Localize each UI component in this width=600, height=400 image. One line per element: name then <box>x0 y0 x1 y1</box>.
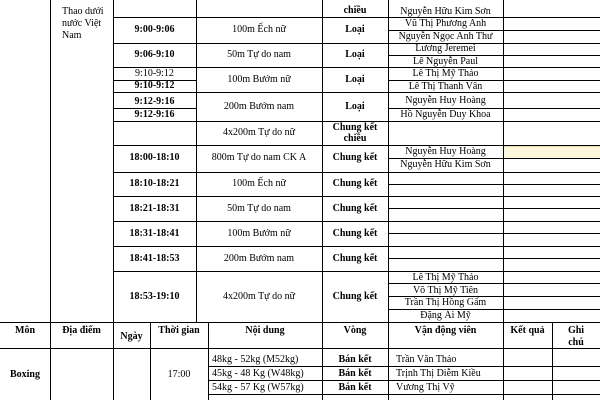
grid-line <box>113 172 600 173</box>
header-sport: Môn <box>15 325 35 336</box>
grid-line <box>113 92 600 93</box>
time-cell: 18:53-19:10 <box>129 291 180 302</box>
time-cell: 18:00-18:10 <box>129 152 180 163</box>
grid-line <box>208 380 600 381</box>
round-cell: Chung kết <box>332 203 378 214</box>
grid-line <box>388 184 600 185</box>
athlete-cell: Lê Thị Mỹ Thảo <box>412 68 479 79</box>
athlete-cell: Vũ Thị Phương Anh <box>404 18 487 29</box>
time-cell: 18:31-18:41 <box>129 228 180 239</box>
round-cell: chiều <box>343 5 367 16</box>
venue-cell-line: nước Việt <box>62 18 102 29</box>
time-cell: 9:06-9:10 <box>134 49 175 60</box>
round-cell: Chung kết <box>332 228 378 239</box>
event-cell: 50m Tự do nam <box>227 203 291 214</box>
time-cell: 9:10-9:12 <box>134 80 175 91</box>
round-cell: Loại <box>345 49 365 60</box>
grid-line <box>208 394 600 395</box>
athlete-cell: Võ Thị Mỹ Tiên <box>412 285 479 296</box>
header-note: Ghi <box>567 325 585 336</box>
header-athlete: Vận động viên <box>414 325 477 336</box>
grid-line <box>388 233 600 234</box>
header-venue: Địa điểm <box>62 325 101 336</box>
grid-line <box>113 221 600 222</box>
athlete-cell: Trịnh Thị Diễm Kiều <box>396 368 481 379</box>
header-time: Thời gian <box>158 325 200 336</box>
event-cell: 54kg - 57 Kg (W57kg) <box>212 382 304 393</box>
time-cell: 18:21-18:31 <box>129 203 180 214</box>
event-cell: 200m Bướm nam <box>223 101 295 112</box>
round-cell: Loại <box>345 74 365 85</box>
event-cell: 50m Tự do nam <box>227 49 291 60</box>
athlete-cell: Nguyễn Hữu Kim Sơn <box>400 6 491 17</box>
time-cell: 18:41-18:53 <box>129 253 180 264</box>
athlete-cell: Trần Thị Hồng Gấm <box>404 297 487 308</box>
grid-line <box>113 246 600 247</box>
sport-cell: Boxing <box>9 369 40 380</box>
round-cell: Chung kết <box>332 122 378 133</box>
round-cell: Chung kết <box>332 253 378 264</box>
event-cell: 4x200m Tự do nữ <box>222 127 296 138</box>
time-cell: 9:10-9:12 <box>135 68 174 79</box>
event-cell: 100m Ếch nữ <box>232 24 286 35</box>
athlete-cell: Đặng Ái Mỹ <box>420 310 471 321</box>
time-cell: 9:12-9:16 <box>134 109 175 120</box>
event-cell: 200m Bướm nam <box>223 253 295 264</box>
athlete-cell: Lê Thị Thanh Vân <box>408 81 483 92</box>
event-cell: 48kg - 52kg (M52kg) <box>212 354 299 365</box>
time-cell: 17:00 <box>167 369 191 380</box>
event-cell: 100m Bướm nữ <box>227 74 291 85</box>
round-cell: Chung kết <box>332 291 378 302</box>
grid-line <box>113 271 600 272</box>
athlete-cell: Nguyễn Huy Hoàng <box>405 146 486 157</box>
grid-line <box>0 322 600 323</box>
venue-cell-line: Nam <box>62 30 82 41</box>
athlete-cell: Nguyễn Huy Hoàng <box>405 95 486 106</box>
grid-line <box>113 43 600 44</box>
athlete-cell: Vương Thị Vỹ <box>396 382 455 393</box>
grid-line <box>113 145 600 146</box>
time-cell: 9:12-9:16 <box>134 96 175 107</box>
header-result: Kết quả <box>510 325 545 336</box>
athlete-cell: Hồ Nguyễn Duy Khoa <box>400 109 491 120</box>
athlete-cell: Lương Jeremei <box>415 43 476 54</box>
grid-line <box>208 366 600 367</box>
round-cell: Bán kết <box>338 368 372 379</box>
grid-line <box>50 0 51 322</box>
round-cell: Chung kết <box>332 152 378 163</box>
round-cell: chiều <box>343 133 367 144</box>
event-cell: 45kg - 48 Kg (W48kg) <box>212 368 304 379</box>
round-cell: Bán kết <box>338 382 372 393</box>
event-cell: 100m Ếch nữ <box>232 178 286 189</box>
round-cell: Bán kết <box>338 354 372 365</box>
round-cell: Loại <box>345 24 365 35</box>
grid-line <box>503 0 504 322</box>
grid-line <box>113 17 600 18</box>
header-note: chú <box>568 337 584 348</box>
event-cell: 4x200m Tự do nữ <box>222 291 296 302</box>
venue-cell-line: Thao dưới <box>62 6 104 17</box>
grid-line <box>388 208 600 209</box>
time-cell: 18:10-18:21 <box>129 178 180 189</box>
athlete-cell: Lê Nguyễn Paul <box>413 56 478 67</box>
header-day: Ngày <box>120 331 143 342</box>
round-cell: Loại <box>345 101 365 112</box>
grid-line <box>113 196 600 197</box>
athlete-cell: Nguyễn Hữu Kim Sơn <box>400 159 491 170</box>
grid-line <box>0 348 600 349</box>
header-round: Vòng <box>343 325 367 336</box>
athlete-cell: Trần Văn Thảo <box>396 354 457 365</box>
round-cell: Chung kết <box>332 178 378 189</box>
time-cell: 9:00-9:06 <box>134 24 175 35</box>
grid-line <box>388 258 600 259</box>
athlete-cell: Nguyễn Ngọc Anh Thư <box>398 31 493 42</box>
header-content: Nội dung <box>245 325 285 336</box>
athlete-cell: Lê Thị Mỹ Thảo <box>412 272 479 283</box>
event-cell: 800m Tự do nam CK A <box>211 152 307 163</box>
event-cell: 100m Bướm nữ <box>227 228 291 239</box>
